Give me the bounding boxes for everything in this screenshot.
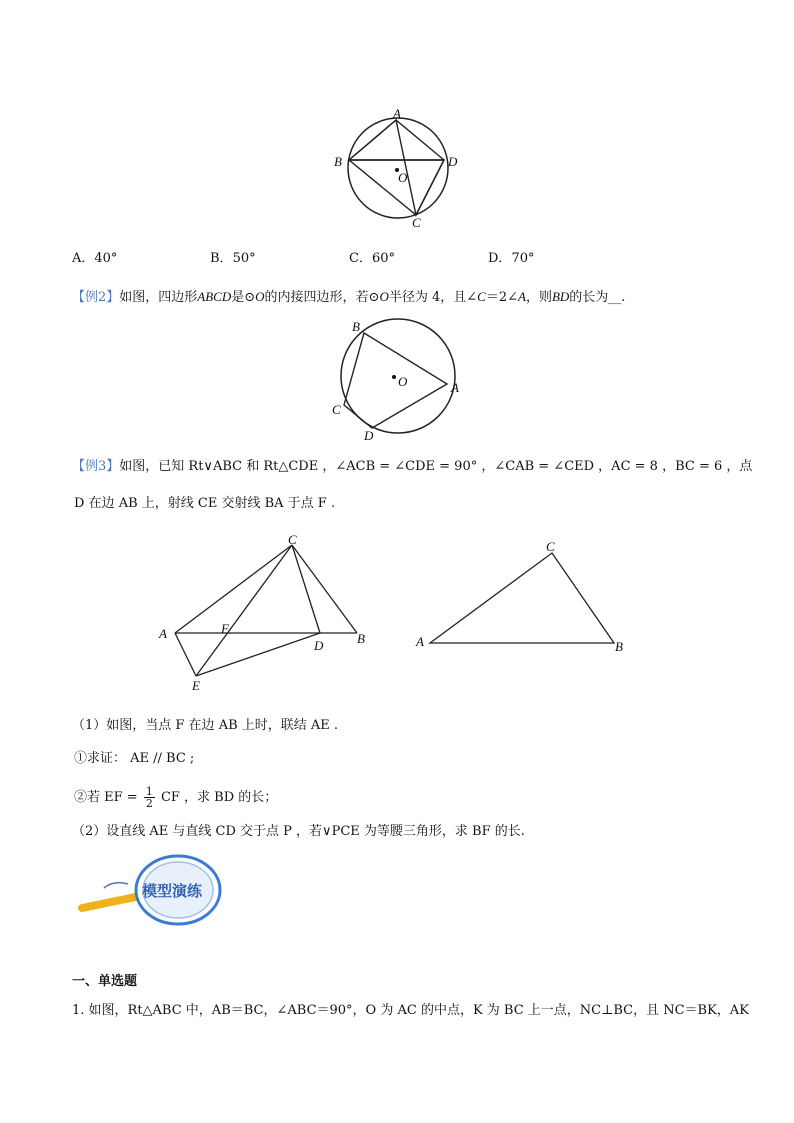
fig1-label-o: O [398, 170, 408, 185]
fig3-label-b: B [357, 631, 365, 646]
fig3-label-d: D [314, 638, 324, 653]
model-practice-badge [76, 850, 226, 930]
fig2-label-d: D [364, 428, 374, 443]
fraction-one-half: $\frac{1}{2}$ [145, 785, 153, 810]
fig3-label-c: C [288, 532, 297, 547]
fig1-label-b: B [334, 154, 342, 169]
example-3-line-1: 【例3】如图，已知 Rt∨ABC 和 Rt△CDE ，∠ACB = ∠CDE = 90° ，∠CAB = ∠CED ，AC = 8 ，BC = 6 ，点 [72, 459, 753, 474]
fig2-label-a: A [451, 380, 459, 395]
question-1b: ②若 EF = $\frac{1}{2}$ CF ，求 BD 的长； [74, 785, 278, 810]
fig3-label-e: E [192, 678, 200, 693]
fig2-label-o: O [398, 374, 408, 389]
fig4-label-c: C [546, 539, 555, 554]
example-3-tag: 【例3】 [72, 459, 120, 474]
figure-circle-quadrilateral-1 [320, 98, 480, 230]
option-d: D．70° [488, 251, 535, 266]
option-b: B．50° [210, 251, 256, 266]
fig1-label-d: D [448, 154, 458, 169]
question-1: （1）如图，当点 F 在边 AB 上时，联结 AE . [72, 718, 339, 733]
fig3-label-a: A [159, 626, 167, 641]
fig4-label-b: B [615, 639, 623, 654]
fig3-label-f: F [221, 621, 229, 636]
option-a: A．40° [72, 251, 118, 266]
problem-1-text: 1. 如图，Rt△ABC 中，AB＝BC，∠ABC＝90°，O 为 AC 的中点，K 为 BC 上一点，NC⊥BC，且 NC＝BK，AK [72, 1003, 749, 1018]
fig4-label-a: A [416, 634, 424, 649]
fig2-label-b: B [352, 319, 360, 334]
badge-label: 模型演练 [142, 882, 203, 900]
fig2-label-c: C [332, 402, 341, 417]
fig1-label-c: C [412, 215, 421, 230]
figure-triangles-abc-cde [150, 528, 380, 698]
example-2-tag: 【例2】 [72, 290, 120, 305]
question-1a: ①求证： AE // BC ; [74, 751, 195, 766]
option-c: C．60° [349, 251, 395, 266]
question-2: （2）设直线 AE 与直线 CD 交于点 P ，若∨PCE 为等腰三角形，求 BF 的长. [72, 824, 525, 839]
example-3-line-2: D 在边 AB 上，射线 CE 交射线 BA 于点 F . [74, 496, 336, 511]
figure-triangle-abc [410, 535, 640, 655]
example-2-text: 【例2】如图，四边形ABCD是⊙O的内接四边形，若⊙O半径为 4，且∠C＝2∠A，则BD的长为__. [72, 289, 626, 305]
fig1-label-a: A [393, 106, 401, 121]
figure-circle-quadrilateral-2 [325, 312, 475, 446]
section-heading: 一、单选题 [72, 974, 138, 989]
